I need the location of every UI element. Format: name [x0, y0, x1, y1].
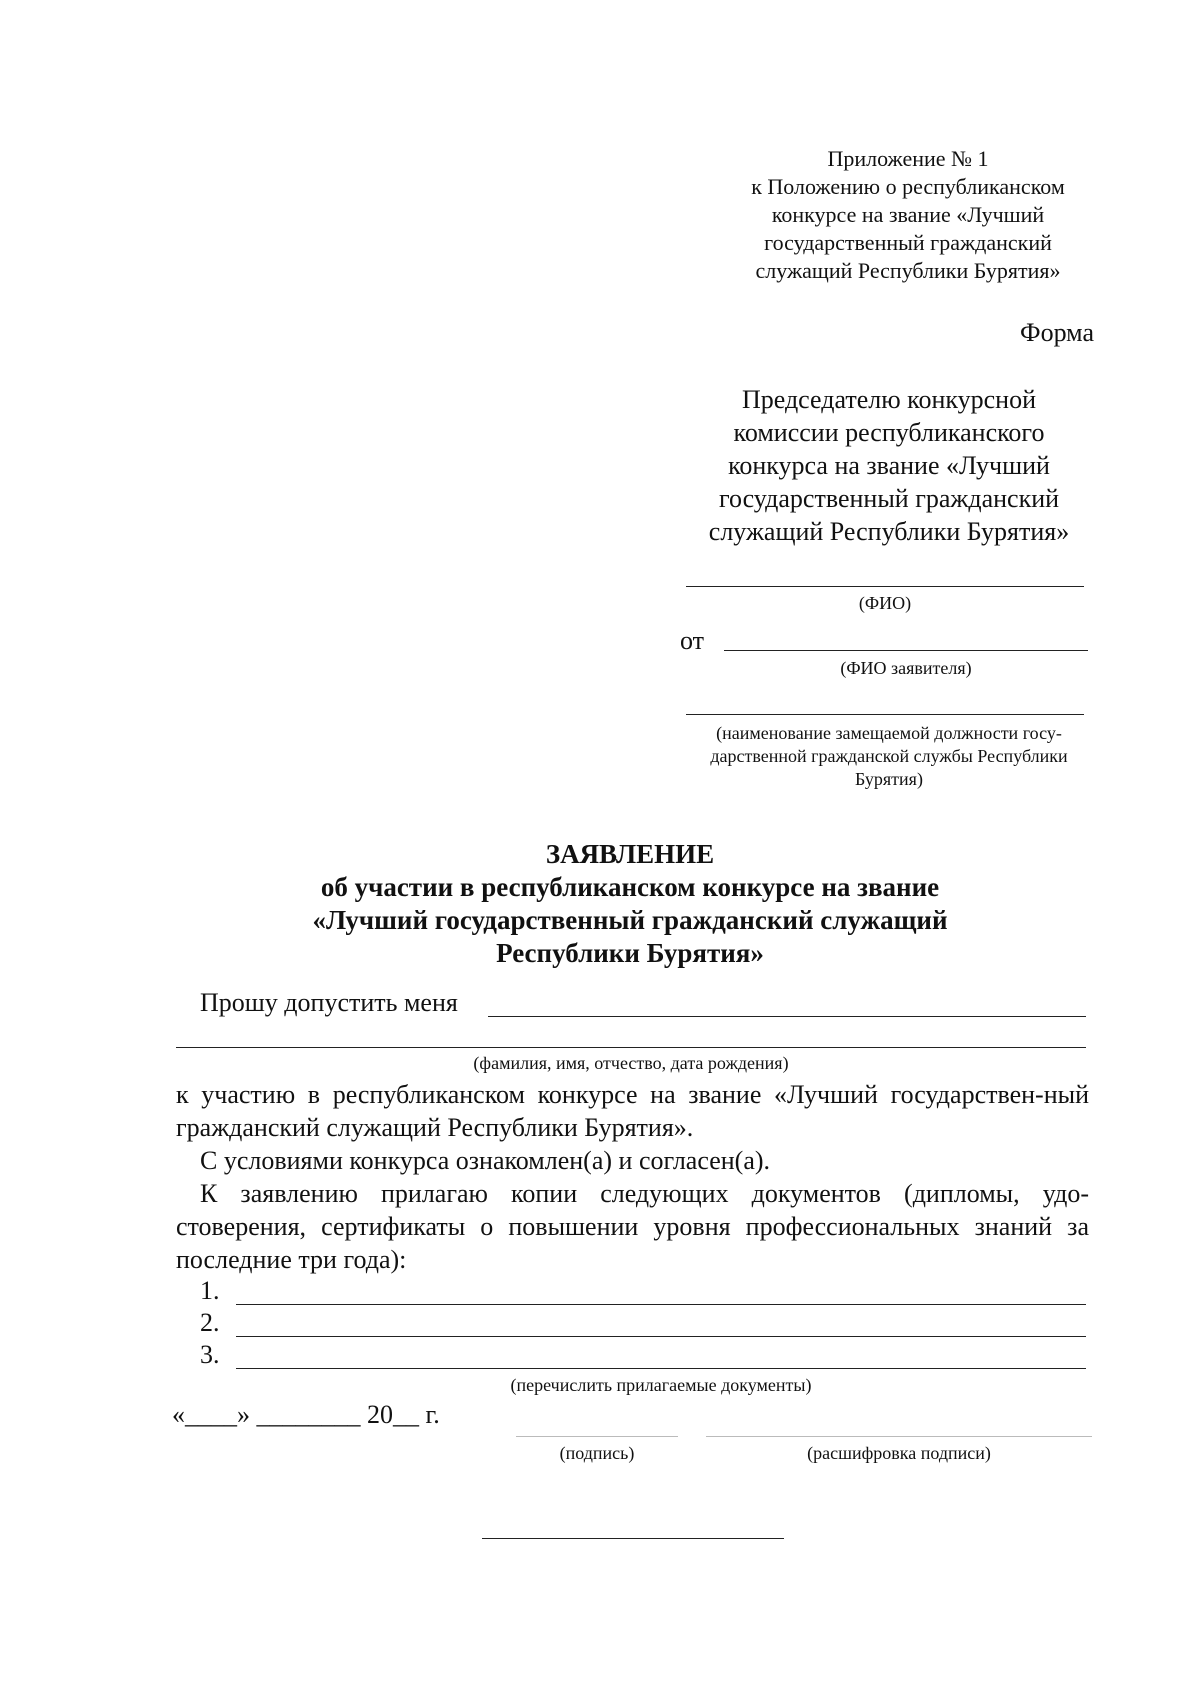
form-label: Форма: [1020, 318, 1094, 347]
chairman-fio-field[interactable]: [686, 586, 1084, 587]
name-caption: (фамилия, имя, отчество, дата рождения): [473, 1053, 789, 1073]
position-field[interactable]: [686, 714, 1084, 715]
title-line: об участии в республиканском конкурсе на звание: [320, 872, 940, 902]
addressee-line: комиссии республиканского: [733, 418, 1045, 447]
closing-divider: [482, 1538, 784, 1539]
title-line: «Лучший государственный гражданский служащий: [312, 905, 948, 935]
list-item-number: 3.: [200, 1340, 220, 1369]
appendix-block: [722, 145, 1094, 285]
applicant-fio-field[interactable]: [724, 650, 1088, 651]
appendix-line: Приложение № 1: [827, 146, 989, 171]
fio-caption: (ФИО): [858, 593, 912, 613]
list-item-number: 2.: [200, 1308, 220, 1337]
applicant-name-field-continued[interactable]: [176, 1047, 1086, 1048]
addressee-line: государственный гражданский: [718, 484, 1060, 513]
position-caption-line: дарственной гражданской службы Республики: [710, 746, 1068, 766]
addressee-line: Председателю конкурсной: [741, 385, 1036, 414]
title-heading: ЗАЯВЛЕНИЕ: [545, 839, 715, 869]
addressee-line: конкурса на звание «Лучший: [728, 451, 1050, 480]
conditions-paragraph: С условиями конкурса ознакомлен(а) и согласен(а).: [200, 1146, 771, 1175]
list-caption: (перечислить прилагаемые документы): [510, 1375, 812, 1395]
signature-decoding-field[interactable]: [706, 1436, 1092, 1437]
attachment-field-1[interactable]: [236, 1304, 1086, 1305]
participation-paragraph: к участию в республиканском конкурсе на звание «Лучший государствен-ный гражданский служащий Республики Бурятия».: [176, 1080, 1089, 1142]
appendix-line: конкурсе на звание «Лучший: [771, 202, 1045, 227]
position-caption-line: Бурятия): [855, 769, 923, 789]
document-title: [160, 838, 1100, 970]
signature-caption: (подпись): [559, 1443, 635, 1463]
attachments-paragraph: К заявлению прилагаю копии следующих документов (дипломы, удо-стоверения, сертификаты о повышении уровня профессиональных знаний за последние три года):: [176, 1179, 1089, 1274]
addressee-block: [680, 383, 1098, 548]
appendix-line: к Положению о республиканском: [751, 174, 1065, 199]
attachment-field-2[interactable]: [236, 1336, 1086, 1337]
title-line: Республики Бурятия»: [496, 938, 764, 968]
decoding-caption: (расшифровка подписи): [807, 1443, 991, 1463]
appendix-line: служащий Республики Бурятия»: [755, 258, 1061, 283]
attachment-field-3[interactable]: [236, 1368, 1086, 1369]
position-caption: [680, 722, 1098, 791]
date-field[interactable]: «____» ________ 20__ г.: [172, 1400, 440, 1429]
appendix-line: государственный гражданский: [764, 230, 1052, 255]
list-item-number: 1.: [200, 1276, 220, 1305]
request-label: Прошу допустить меня: [200, 988, 458, 1017]
addressee-line: служащий Республики Бурятия»: [708, 517, 1070, 546]
position-caption-line: (наименование замещаемой должности госу-: [716, 723, 1062, 743]
applicant-name-field[interactable]: [488, 1016, 1086, 1017]
applicant-caption: (ФИО заявителя): [840, 658, 972, 678]
from-label: от: [680, 626, 705, 655]
signature-field[interactable]: [516, 1436, 678, 1437]
